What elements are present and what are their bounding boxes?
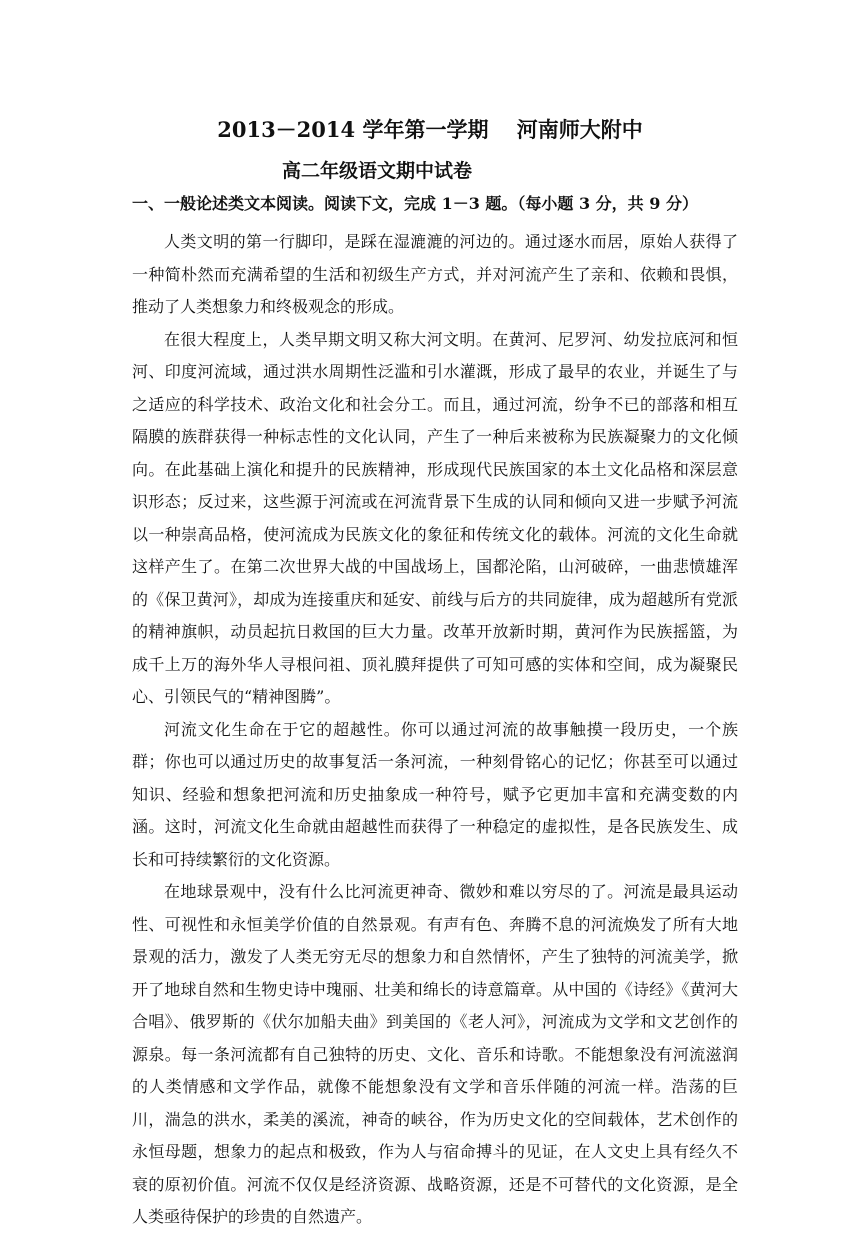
passage-paragraph-3: 河流文化生命在于它的超越性。你可以通过河流的故事触摸一段历史，一个族群；你也可以通过历史的故事复活一条河流，一种刻骨铭心的记忆；你甚至可以通过知识、经验和想象把河流和历史抽象成一种符号，赋予它更加丰富和充满变数的内涵。这时，河流文化生命就由超越性而获得了一种稳定的虚拟性，是各民族发生、成长和可持续繁衍的文化资源。 bbox=[132, 719, 738, 869]
section-heading: 一、一般论述类文本阅读。阅读下文，完成 1－3 题。（每小题 3 分，共 9 分） bbox=[132, 194, 698, 213]
passage-paragraph-2: 在很大程度上，人类早期文明又称大河文明。在黄河、尼罗河、幼发拉底河和恒河、印度河流域，通过洪水周期性泛滥和引水灌溉，形成了最早的农业，并诞生了与之适应的科学技术、政治文化和社会分工。而且，通过河流，纷争不已的部落和相互隔膜的族群获得一种标志性的文化认同，产生了一种后来被称为民族凝聚力的文化倾向。在此基础上演化和提升的民族精神，形成现代民族国家的本土文化品格和深层意识形态；反过来，这些源于河流或在河流背景下生成的认同和倾向又进一步赋予河流以一种崇高品格，使河流成为民族文化的象征和传统文化的载体。河流的文化生命就这样产生了。在第二次世界大战的中国战场上，国都沦陷，山河破碎，一曲悲愤雄浑的《保卫黄河》，却成为连接重庆和延安、前线与后方的共同旋律，成为超越所有党派的精神旗帜，动员起抗日救国的巨大力量。改革开放新时期，黄河作为民族摇篮，为成千上万的海外华人寻根问祖、顶礼膜拜提供了可知可感的实体和空间，成为凝聚民心、引领民气的“精神图腾”。 bbox=[132, 329, 738, 706]
passage-paragraph-4: 在地球景观中，没有什么比河流更神奇、微妙和难以穷尽的了。河流是最具运动性、可视性和永恒美学价值的自然景观。有声有色、奔腾不息的河流焕发了所有大地景观的活力，激发了人类无穷无尽的想象力和自然情怀，产生了独特的河流美学，掀开了地球自然和生物史诗中瑰丽、壮美和绵长的诗意篇章。从中国的《诗经》《黄河大合唱》、俄罗斯的《伏尔加船夫曲》到美国的《老人河》，河流成为文学和文艺创作的源泉。每一条河流都有自己独特的历史、文化、音乐和诗歌。不能想象没有河流滋润的人类情感和文学作品，就像不能想象没有文学和音乐伴随的河流一样。浩荡的巨川，湍急的洪水，柔美的溪流，神奇的峡谷，作为历史文化的空间载体，艺术创作的永恒母题，想象力的起点和极致，作为人与宿命搏斗的见证，在人文史上具有经久不衰的原初价值。河流不仅仅是经济资源、战略资源，还是不可替代的文化资源，是全人类亟待保护的珍贵的自然遗产。 bbox=[132, 882, 738, 1226]
exam-subtitle: 高二年级语文期中试卷 bbox=[282, 160, 473, 182]
reading-passage bbox=[132, 226, 738, 1234]
passage-paragraph-1: 人类文明的第一行脚印，是踩在湿漉漉的河边的。通过逐水而居，原始人获得了一种简朴然而充满希望的生活和初级生产方式，并对河流产生了亲和、依赖和畏惧，推动了人类想象力和终极观念的形成。 bbox=[132, 232, 738, 316]
exam-title: 2013－2014 学年第一学期 河南师大附中 bbox=[217, 117, 643, 142]
